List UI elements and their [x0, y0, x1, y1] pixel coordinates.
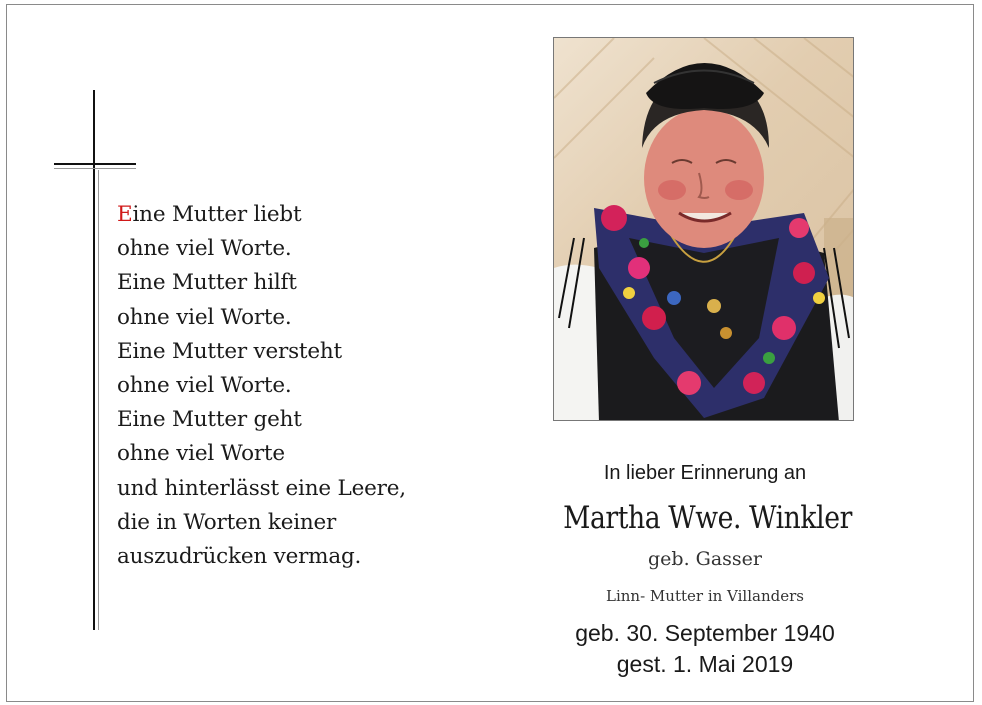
memorial-intro: In lieber Erinnerung an: [603, 462, 807, 484]
poem-first-line-rest: ine Mutter liebt: [132, 202, 302, 227]
deceased-name: Martha Wwe. Winkler: [563, 500, 852, 536]
portrait-photo: [553, 37, 854, 421]
poem-line: Eine Mutter versteht: [117, 338, 342, 364]
poem-line: ohne viel Worte.: [117, 304, 292, 330]
birth-name: geb. Gasser: [648, 548, 762, 570]
poem-line: auszudrücken vermag.: [117, 544, 362, 570]
cross-vertical-bar: [93, 90, 95, 630]
poem-line: und hinterlässt eine Leere,: [117, 475, 406, 501]
cross-horizontal-bar: [54, 163, 136, 165]
deceased-role: Linn- Mutter in Villanders: [606, 587, 804, 605]
poem-line: ohne viel Worte.: [117, 373, 292, 399]
death-date: gest. 1. Mai 2019: [616, 651, 794, 677]
poem-line: ohne viel Worte: [117, 441, 285, 467]
cross-horizontal-shadow: [54, 168, 136, 169]
cross-vertical-shadow: [98, 170, 99, 630]
poem-line: die in Worten keiner: [117, 509, 337, 535]
birth-date: geb. 30. September 1940: [575, 620, 835, 646]
portrait-illustration: [554, 38, 854, 421]
poem-initial: E: [117, 202, 133, 227]
poem-line: [117, 198, 457, 232]
poem-line: Eine Mutter geht: [117, 407, 302, 433]
poem: [117, 198, 457, 574]
poem-line: ohne viel Worte.: [117, 236, 292, 262]
poem-line: Eine Mutter hilft: [117, 270, 297, 296]
